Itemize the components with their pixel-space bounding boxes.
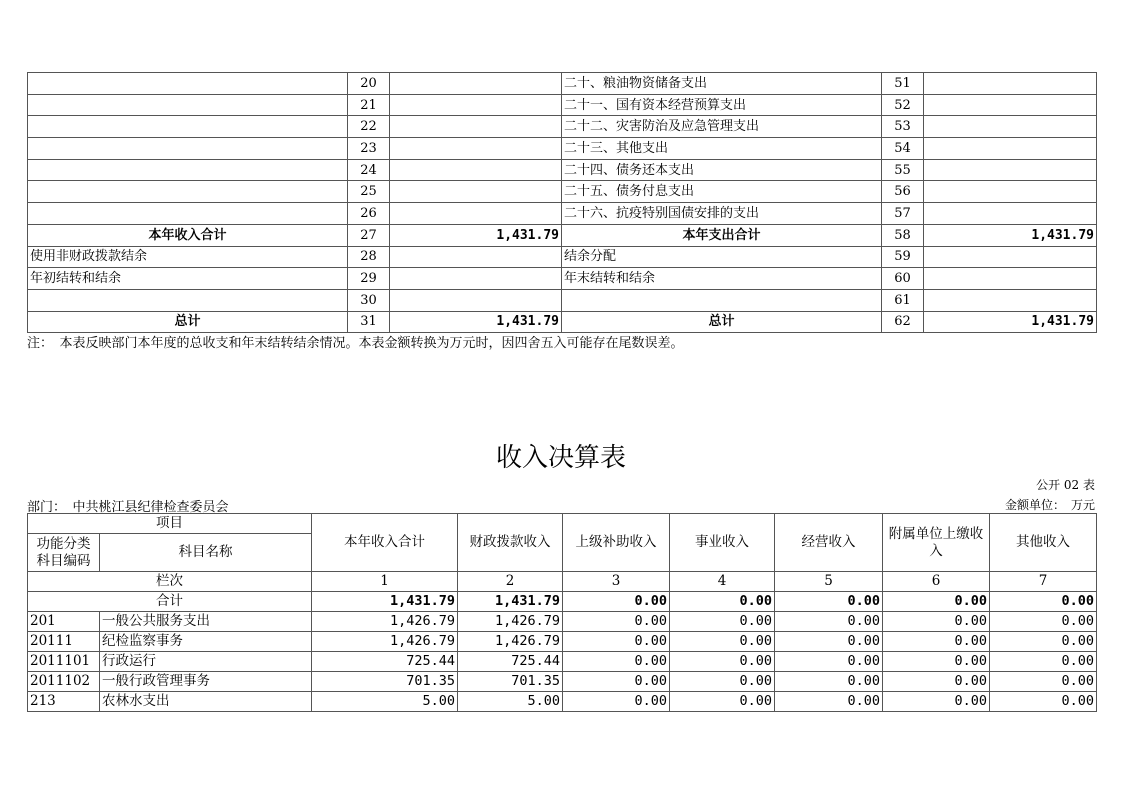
left-label-cell (28, 289, 348, 311)
income-final-accounts-table (27, 513, 1097, 712)
amount-cell: 5.00 (312, 692, 458, 712)
header-col3: 上级补助收入 (563, 514, 670, 572)
left-label-cell: 本年收入合计 (28, 224, 348, 246)
amount-cell: 0.00 (563, 692, 670, 712)
left-amount-cell (390, 181, 562, 203)
amount-cell: 1,426.79 (458, 632, 563, 652)
table-row (28, 94, 1097, 116)
left-amount-cell (390, 94, 562, 116)
col-index-number: 1 (312, 572, 458, 592)
total-value-cell: 1,431.79 (458, 592, 563, 612)
table-row (28, 612, 1097, 632)
amount-cell: 0.00 (775, 692, 883, 712)
header-col4: 事业收入 (670, 514, 775, 572)
right-label-cell: 结余分配 (562, 246, 882, 268)
right-line-number: 56 (882, 181, 924, 203)
left-line-number: 31 (348, 311, 390, 333)
right-line-number: 58 (882, 224, 924, 246)
left-label-cell: 使用非财政拨款结余 (28, 246, 348, 268)
right-line-number: 60 (882, 268, 924, 290)
table-row (28, 632, 1097, 652)
right-label-cell: 二十六、抗疫特别国债安排的支出 (562, 203, 882, 225)
header-func-code: 功能分类科目编码 (28, 534, 100, 572)
right-label-cell: 年末结转和结余 (562, 268, 882, 290)
left-amount-cell (390, 159, 562, 181)
left-line-number: 24 (348, 159, 390, 181)
left-line-number: 30 (348, 289, 390, 311)
right-amount-cell (924, 116, 1097, 138)
left-line-number: 25 (348, 181, 390, 203)
right-amount-cell (924, 159, 1097, 181)
subject-code-cell: 2011101 (28, 652, 100, 672)
right-amount-cell: 1,431.79 (924, 224, 1097, 246)
left-label-cell: 年初结转和结余 (28, 268, 348, 290)
amount-cell: 0.00 (563, 612, 670, 632)
header-subject-name: 科目名称 (100, 534, 312, 572)
amount-cell: 1,426.79 (312, 612, 458, 632)
table-row (28, 652, 1097, 672)
left-line-number: 20 (348, 73, 390, 95)
total-value-cell: 0.00 (990, 592, 1097, 612)
header-col1: 本年收入合计 (312, 514, 458, 572)
amount-cell: 0.00 (775, 612, 883, 632)
amount-cell: 0.00 (670, 632, 775, 652)
amount-cell: 0.00 (990, 612, 1097, 632)
right-line-number: 59 (882, 246, 924, 268)
subject-name-cell: 农林水支出 (100, 692, 312, 712)
left-line-number: 23 (348, 138, 390, 160)
subject-name-cell: 纪检监察事务 (100, 632, 312, 652)
amount-cell: 725.44 (458, 652, 563, 672)
table-row (28, 73, 1097, 95)
left-label-cell (28, 138, 348, 160)
amount-cell: 0.00 (990, 672, 1097, 692)
right-line-number: 62 (882, 311, 924, 333)
subject-code-cell: 201 (28, 612, 100, 632)
left-amount-cell: 1,431.79 (390, 311, 562, 333)
subject-name-cell: 一般行政管理事务 (100, 672, 312, 692)
right-amount-cell (924, 73, 1097, 95)
right-line-number: 61 (882, 289, 924, 311)
right-line-number: 52 (882, 94, 924, 116)
subject-name-cell: 行政运行 (100, 652, 312, 672)
right-label-cell: 本年支出合计 (562, 224, 882, 246)
right-label-cell: 二十四、债务还本支出 (562, 159, 882, 181)
left-line-number: 21 (348, 94, 390, 116)
subject-code-cell: 20111 (28, 632, 100, 652)
left-amount-cell: 1,431.79 (390, 224, 562, 246)
table-code: 公开 02 表 (1036, 478, 1095, 492)
left-line-number: 29 (348, 268, 390, 290)
header-item: 项目 (28, 514, 312, 534)
col-index-number: 5 (775, 572, 883, 592)
table-row (28, 246, 1097, 268)
table-row (28, 289, 1097, 311)
total-value-cell: 0.00 (775, 592, 883, 612)
amount-cell: 0.00 (670, 692, 775, 712)
total-value-cell: 0.00 (563, 592, 670, 612)
header-col6: 附属单位上缴收入 (883, 514, 990, 572)
total-value-cell: 0.00 (883, 592, 990, 612)
amount-cell: 0.00 (775, 652, 883, 672)
subject-code-cell: 213 (28, 692, 100, 712)
amount-cell: 701.35 (458, 672, 563, 692)
table-row (28, 181, 1097, 203)
total-value-cell: 0.00 (670, 592, 775, 612)
left-amount-cell (390, 246, 562, 268)
amount-cell: 0.00 (670, 672, 775, 692)
col-index-number: 7 (990, 572, 1097, 592)
header-col7: 其他收入 (990, 514, 1097, 572)
table-row (28, 672, 1097, 692)
amount-cell: 0.00 (883, 612, 990, 632)
left-label-cell (28, 73, 348, 95)
right-amount-cell (924, 289, 1097, 311)
amount-cell: 0.00 (563, 652, 670, 672)
left-line-number: 26 (348, 203, 390, 225)
income-expenditure-summary-table (27, 72, 1097, 333)
left-amount-cell (390, 203, 562, 225)
header-col2: 财政拨款收入 (458, 514, 563, 572)
amount-cell: 725.44 (312, 652, 458, 672)
right-line-number: 51 (882, 73, 924, 95)
subject-code-cell: 2011102 (28, 672, 100, 692)
amount-cell: 0.00 (883, 672, 990, 692)
left-amount-cell (390, 116, 562, 138)
left-amount-cell (390, 138, 562, 160)
amount-cell: 1,426.79 (312, 632, 458, 652)
left-label-cell (28, 159, 348, 181)
right-line-number: 57 (882, 203, 924, 225)
left-label-cell (28, 116, 348, 138)
table-row (28, 692, 1097, 712)
right-amount-cell (924, 268, 1097, 290)
total-value-cell: 1,431.79 (312, 592, 458, 612)
right-line-number: 54 (882, 138, 924, 160)
right-label-cell: 总计 (562, 311, 882, 333)
table-row (28, 138, 1097, 160)
col-index-number: 6 (883, 572, 990, 592)
right-label-cell: 二十一、国有资本经营预算支出 (562, 94, 882, 116)
right-line-number: 55 (882, 159, 924, 181)
col-index-label: 栏次 (28, 572, 312, 592)
col-index-number: 3 (563, 572, 670, 592)
right-amount-cell (924, 94, 1097, 116)
amount-cell: 701.35 (312, 672, 458, 692)
left-line-number: 27 (348, 224, 390, 246)
table-row (28, 268, 1097, 290)
right-line-number: 53 (882, 116, 924, 138)
department-label: 部门： 中共桃江县纪律检查委员会 (27, 500, 229, 515)
left-line-number: 28 (348, 246, 390, 268)
table-row (28, 159, 1097, 181)
amount-cell: 0.00 (670, 612, 775, 632)
table-row (28, 224, 1097, 246)
right-amount-cell: 1,431.79 (924, 311, 1097, 333)
right-label-cell: 二十二、灾害防治及应急管理支出 (562, 116, 882, 138)
left-line-number: 22 (348, 116, 390, 138)
amount-cell: 0.00 (883, 652, 990, 672)
total-label: 合计 (28, 592, 312, 612)
amount-cell: 0.00 (670, 652, 775, 672)
amount-cell: 0.00 (990, 652, 1097, 672)
right-amount-cell (924, 203, 1097, 225)
amount-cell: 5.00 (458, 692, 563, 712)
amount-cell: 0.00 (883, 632, 990, 652)
table-row (28, 203, 1097, 225)
right-amount-cell (924, 181, 1097, 203)
left-amount-cell (390, 268, 562, 290)
amount-cell: 1,426.79 (458, 612, 563, 632)
right-label-cell: 二十五、债务付息支出 (562, 181, 882, 203)
table-row (28, 116, 1097, 138)
amount-unit-label: 金额单位： 万元 (1004, 498, 1095, 512)
left-label-cell (28, 203, 348, 225)
right-label-cell: 二十、粮油物资储备支出 (562, 73, 882, 95)
amount-cell: 0.00 (990, 692, 1097, 712)
amount-cell: 0.00 (883, 692, 990, 712)
right-amount-cell (924, 138, 1097, 160)
col-index-number: 4 (670, 572, 775, 592)
amount-cell: 0.00 (990, 632, 1097, 652)
right-amount-cell (924, 246, 1097, 268)
amount-cell: 0.00 (775, 672, 883, 692)
left-amount-cell (390, 289, 562, 311)
amount-cell: 0.00 (563, 632, 670, 652)
left-amount-cell (390, 73, 562, 95)
right-label-cell (562, 289, 882, 311)
income-table-title: 收入决算表 (495, 443, 626, 473)
left-label-cell (28, 94, 348, 116)
left-label-cell (28, 181, 348, 203)
left-label-cell: 总计 (28, 311, 348, 333)
col-index-number: 2 (458, 572, 563, 592)
amount-cell: 0.00 (775, 632, 883, 652)
header-col5: 经营收入 (775, 514, 883, 572)
table-note: 注： 本表反映部门本年度的总收支和年末结转结余情况。本表金额转换为万元时，因四舍五入可能存在尾数误差。 (27, 336, 684, 351)
amount-cell: 0.00 (563, 672, 670, 692)
right-label-cell: 二十三、其他支出 (562, 138, 882, 160)
subject-name-cell: 一般公共服务支出 (100, 612, 312, 632)
table-row (28, 311, 1097, 333)
